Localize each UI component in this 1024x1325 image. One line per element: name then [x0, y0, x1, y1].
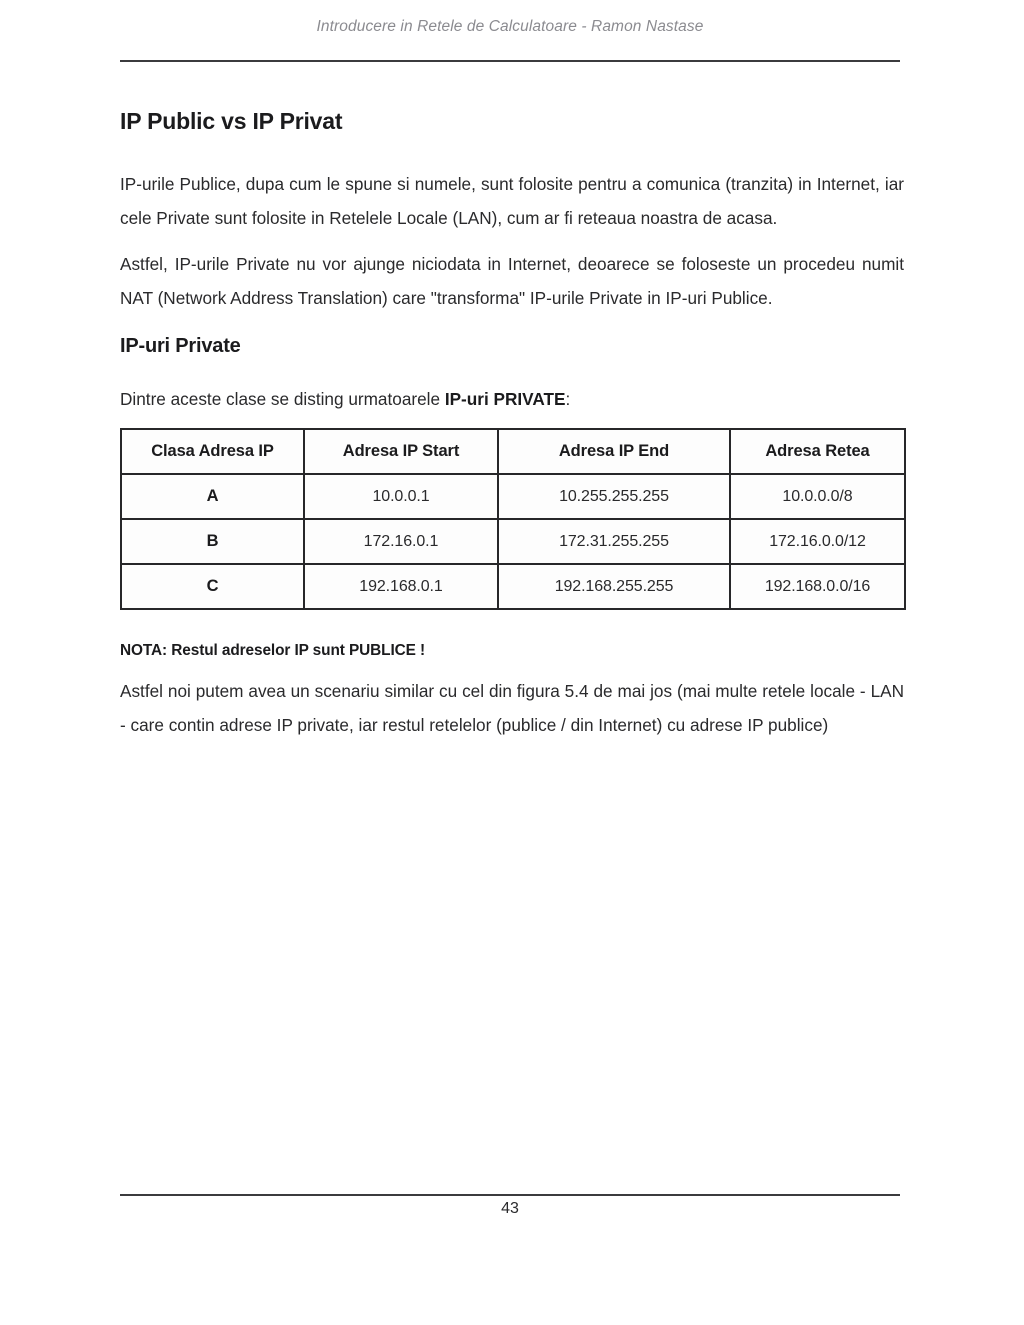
column-header-class: Clasa Adresa IP [121, 429, 304, 474]
table-header-row [121, 429, 905, 474]
cell-class: C [121, 564, 304, 609]
table-row [121, 474, 905, 519]
cell-ip-start: 172.16.0.1 [304, 519, 498, 564]
spacer [120, 358, 904, 382]
spacer [120, 315, 904, 335]
page-content [120, 108, 904, 742]
cell-class: B [121, 519, 304, 564]
spacer [120, 135, 904, 167]
page-number: 43 [501, 1200, 519, 1217]
table-row [121, 519, 905, 564]
page-title: IP Public vs IP Privat [120, 108, 343, 134]
table-lead-in-prefix: Dintre aceste clase se disting urmatoarele [120, 389, 445, 409]
cell-ip-start: 10.0.0.1 [304, 474, 498, 519]
note-public-addresses: NOTA: Restul adreselor IP sunt PUBLICE ! [120, 642, 425, 659]
column-header-network: Adresa Retea [730, 429, 905, 474]
paragraph-scenario: Astfel noi putem avea un scenariu similar cu cel din figura 5.4 de mai jos (mai multe retele locale - LAN - care contin adrese IP private, iar restul retelelor (publice / din Internet) cu adrese IP publice) [120, 681, 904, 735]
cell-ip-start: 192.168.0.1 [304, 564, 498, 609]
header-rule [120, 60, 900, 62]
spacer [120, 610, 904, 642]
spacer [120, 660, 904, 674]
paragraph-public-vs-private: IP-urile Publice, dupa cum le spune si numele, sunt folosite pentru a comunica (tranzita) in Internet, iar cele Private sunt folosite in Retelele Locale (LAN), cum ar fi reteaua noastra de acasa. [120, 174, 904, 228]
table-row [121, 564, 905, 609]
cell-ip-end: 192.168.255.255 [498, 564, 730, 609]
footer-rule [120, 1194, 900, 1196]
column-header-ip-start: Adresa IP Start [304, 429, 498, 474]
table-lead-in-suffix: : [565, 389, 571, 409]
table-lead-in [120, 382, 904, 416]
running-head: Introducere in Retele de Calculatoare - Ramon Nastase [316, 18, 704, 35]
cell-network: 10.0.0.0/8 [730, 474, 905, 519]
cell-ip-end: 172.31.255.255 [498, 519, 730, 564]
table-lead-in-emphasis: IP-uri PRIVATE [444, 389, 566, 409]
paragraph-nat: Astfel, IP-urile Private nu vor ajunge niciodata in Internet, deoarece se foloseste un procedeu numit NAT (Network Address Translation) care "transforma" IP-urile Private in IP-uri Publice. [120, 254, 904, 308]
spacer [120, 235, 904, 247]
private-ip-ranges-table [120, 428, 906, 610]
spacer [120, 416, 904, 428]
cell-network: 192.168.0.0/16 [730, 564, 905, 609]
subsection-title: IP-uri Private [120, 335, 241, 357]
cell-class: A [121, 474, 304, 519]
cell-ip-end: 10.255.255.255 [498, 474, 730, 519]
column-header-ip-end: Adresa IP End [498, 429, 730, 474]
cell-network: 172.16.0.0/12 [730, 519, 905, 564]
